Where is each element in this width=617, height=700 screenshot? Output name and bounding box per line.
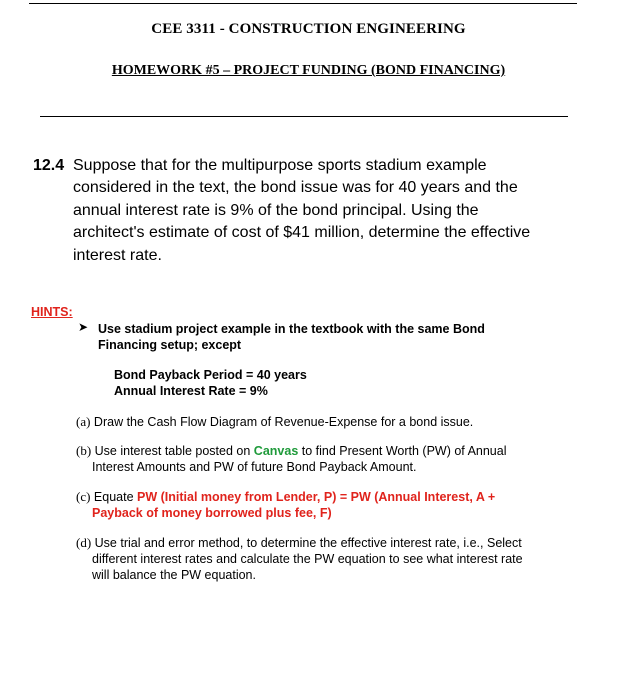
hint-bullet [98,321,538,353]
step-label: (c) [76,489,91,504]
homework-title: HOMEWORK #5 – PROJECT FUNDING (BOND FINANCING) [111,63,506,78]
hint-bullet-line: Financing setup; except [98,338,242,352]
problem-statement [73,155,573,267]
step-text: to find Present Worth (PW) of Annual [301,444,507,458]
interest-rate: Annual Interest Rate = 9% [114,384,268,398]
problem-line: architect's estimate of cost of $41 million, determine the effective [73,224,531,242]
pw-equation-highlight: PW (Initial money from Lender, P) = PW (Annual Interest, A + [137,490,496,504]
step-text: Draw the Cash Flow Diagram of Revenue-Expense for a bond issue. [93,415,474,429]
step-b [76,443,574,475]
hint-bullet-line: Use stadium project example in the textbook with the same Bond [98,322,485,336]
step-text: different interest rates and calculate the PW equation to see what interest rate [92,552,523,566]
top-rule [29,3,577,4]
hints-label: HINTS: [31,305,73,319]
step-text: Interest Amounts and PW of future Bond Payback Amount. [92,460,417,474]
header-divider [40,116,568,117]
step-label: (d) [76,535,92,550]
step-label: (b) [76,443,92,458]
problem-number: 12.4 [33,157,65,174]
step-text: Use trial and error method, to determine the effective interest rate, i.e., Select [94,536,522,550]
pw-equation-highlight: Payback of money borrowed plus fee, F) [92,506,332,520]
problem-line: annual interest rate is 9% of the bond principal. Using the [73,201,479,219]
payback-period: Bond Payback Period = 40 years [114,368,307,382]
arrow-bullet-icon: ➤ [78,320,89,334]
problem-line: Suppose that for the multipurpose sports stadium example [73,157,487,174]
step-text: Equate [93,490,134,504]
canvas-highlight: Canvas [253,444,299,458]
step-d [76,535,574,583]
step-text: will balance the PW equation. [92,568,256,582]
step-label: (a) [76,414,91,429]
problem-line: interest rate. [73,246,162,264]
step-c [76,489,574,521]
course-title: CEE 3311 - CONSTRUCTION ENGINEERING [151,21,466,37]
step-text: Use interest table posted on [94,444,251,458]
step-a [76,414,574,430]
problem-line: considered in the text, the bond issue was for 40 years and the [73,179,518,197]
